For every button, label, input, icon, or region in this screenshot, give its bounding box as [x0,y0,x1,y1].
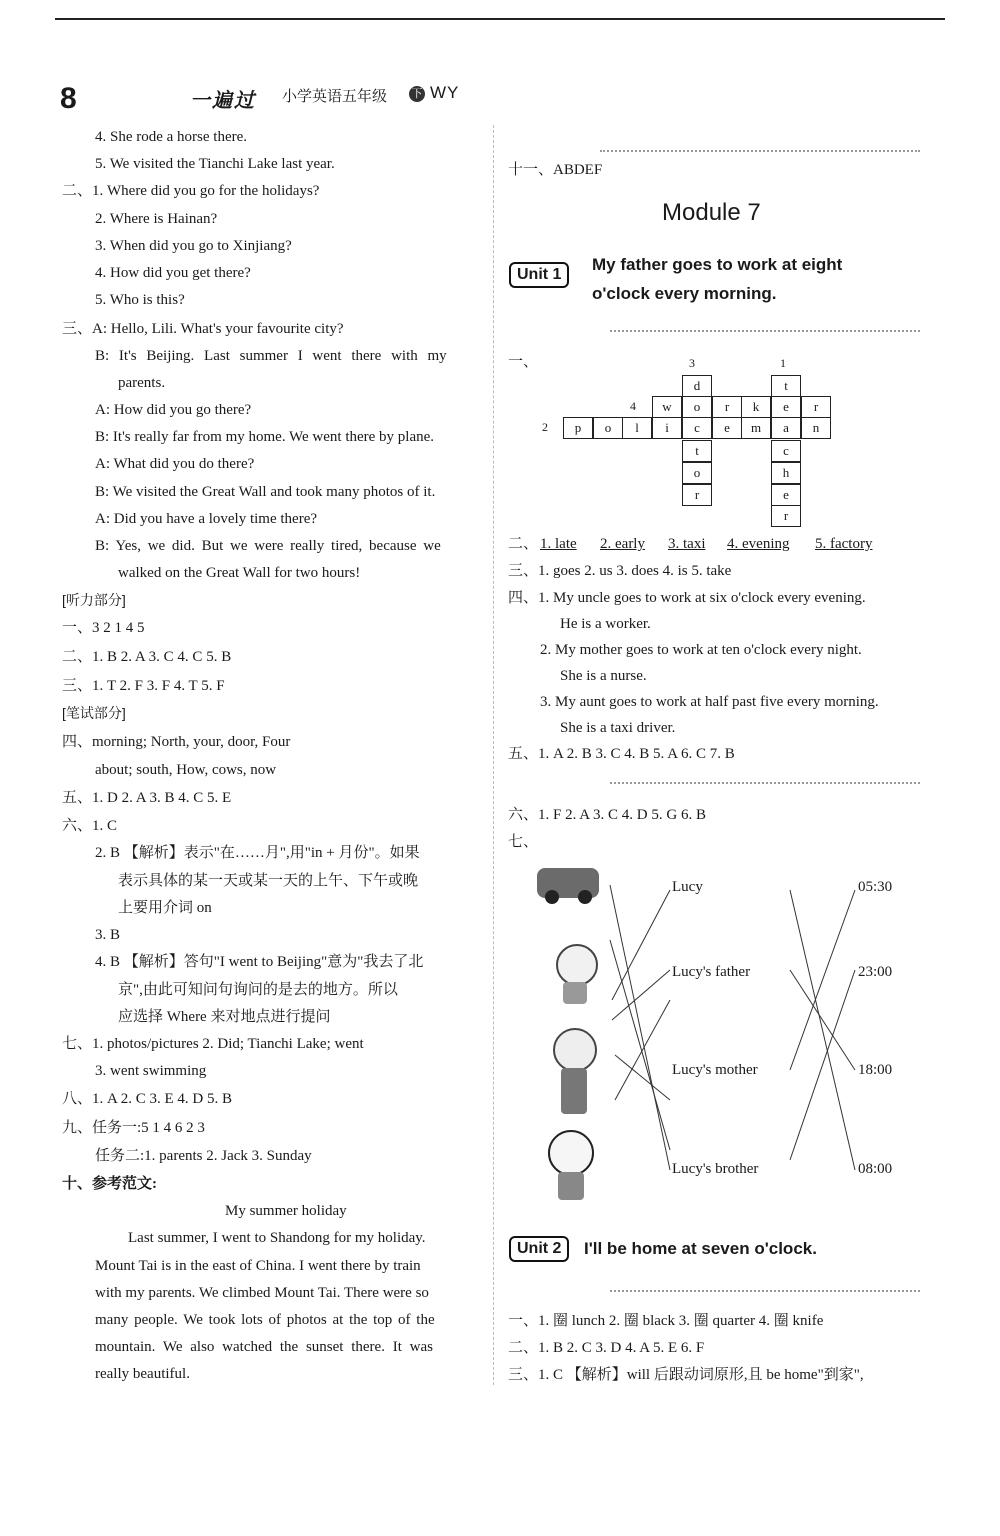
answer-line: 二、1. B 2. C 3. D 4. A 5. E 6. F [508,1340,705,1356]
dialogue-line: A: What did you do there? [95,456,255,472]
section-label: [笔试部分] [62,705,126,721]
dialogue-line: B: We visited the Great Wall and took many photos of it. [95,484,436,500]
dotted-rule [610,330,920,332]
answer-line: 六、1. C [62,818,118,834]
essay-line: Last summer, I went to Shandong for my holiday. [128,1230,426,1246]
answer-line: 十一、ABDEF [508,162,603,178]
brand-logo: 一遍过 [190,90,256,112]
unit-1-title-line2: o'clock every morning. [592,284,777,303]
answer-line: 一、1. 圈 lunch 2. 圈 black 3. 圈 quarter 4. 圈 knife [508,1313,824,1329]
dialogue-line: walked on the Great Wall for two hours! [118,565,361,581]
answer-line: 一、3 2 1 4 5 [62,620,145,636]
section-label: [听力部分] [62,592,126,608]
answer-line: 5. Who is this? [95,292,185,308]
girl-figure-body [563,982,587,1004]
match-name: Lucy's brother [672,1161,759,1177]
worker-figure [553,1028,597,1072]
dialogue-line: A: Did you have a lovely time there? [95,511,318,527]
crossword-cell: e [771,484,801,506]
crossword-cell: o [682,462,712,484]
answer-line: 2. My mother goes to work at ten o'clock every night. [540,642,862,658]
dialogue-line: B: Yes, we did. But we were really tired, because we [95,538,441,554]
crossword-cell: m [741,417,771,439]
car-wheel [545,890,559,904]
dotted-rule [600,150,920,152]
match-time: 08:00 [858,1161,893,1177]
answer-line: 3. My aunt goes to work at half past five every morning. [540,694,879,710]
unit-1-badge: Unit 1 [509,262,569,288]
answer-item: 3. taxi [668,536,706,552]
match-name: Lucy [672,879,703,895]
answer-line: 4. How did you get there? [95,265,251,281]
answer-line: about; south, How, cows, now [95,762,277,778]
match-time: 18:00 [858,1062,893,1078]
answer-line: 三、1. C 【解析】will 后跟动词原形,且 be home"到家", [508,1367,864,1383]
crossword-cell: p [563,417,593,439]
answer-item: 4. evening [727,536,790,552]
essay-title: My summer holiday [225,1203,347,1219]
crossword-cell: c [682,417,712,439]
module-title: Module 7 [662,199,761,226]
crossword-cell: r [771,505,801,527]
crossword-cell: r [801,396,831,418]
answer-line: 九、任务一:5 1 4 6 2 3 [62,1120,205,1136]
dialogue-line: 三、A: Hello, Lili. What's your favourite city? [62,321,344,337]
answer-label: 七、 [508,834,539,850]
crossword-cell: e [771,396,801,418]
clue-number: 1 [780,356,786,370]
crossword-cell: o [593,417,623,439]
explanation-line: 京",由此可知问句询问的是去的地方。所以 [118,982,398,998]
girl-figure [556,944,598,986]
answer-line: 二、1. Where did you go for the holidays? [62,183,320,199]
answer-line: 八、1. A 2. C 3. E 4. D 5. B [62,1091,233,1107]
clue-number: 2 [542,420,548,434]
crossword-cell: i [652,417,682,439]
answer-item: 2. early [600,536,645,552]
answer-line: 七、1. photos/pictures 2. Did; Tianchi Lake; went [62,1036,364,1052]
dialogue-line: A: How did you go there? [95,402,252,418]
edition-code: WY [430,83,460,102]
answer-line: 3. went swimming [95,1063,207,1079]
answer-line: 4. She rode a horse there. [95,129,248,145]
crossword-cell: l [622,417,652,439]
match-name: Lucy's father [672,964,751,980]
answer-line: 3. When did you go to Xinjiang? [95,238,292,254]
answer-line: He is a worker. [560,616,651,632]
match-time: 05:30 [858,879,893,895]
clue-number: 3 [689,356,695,370]
dialogue-line: parents. [118,375,166,391]
crossword-cell: c [771,440,801,462]
dotted-rule [610,782,920,784]
answer-line: 任务二:1. parents 2. Jack 3. Sunday [95,1148,312,1164]
unit-2-badge: Unit 2 [509,1236,569,1262]
answer-line: 2. Where is Hainan? [95,211,218,227]
answer-line: 二、1. B 2. A 3. C 4. C 5. B [62,649,232,665]
car-wheel [578,890,592,904]
crossword-cell: h [771,462,801,484]
explanation-line: 2. B 【解析】表示"在……月",用"in + 月份"。如果 [95,845,420,861]
essay-line: Mount Tai is in the east of China. I went there by train [95,1258,421,1274]
crossword-cell: r [712,396,742,418]
essay-line: really beautiful. [95,1366,190,1382]
boy-figure-body [558,1172,584,1200]
explanation-line: 表示具体的某一天或某一天的上午、下午或晚 [118,873,419,889]
essay-line: with my parents. We climbed Mount Tai. There were so [95,1285,429,1301]
dialogue-line: B: It's Beijing. Last summer I went there with my [95,348,447,364]
crossword-cell: k [741,396,771,418]
answer-line: 三、1. T 2. F 3. F 4. T 5. F [62,678,225,694]
answer-line: She is a taxi driver. [560,720,676,736]
match-name: Lucy's mother [672,1062,758,1078]
dotted-rule [610,1290,920,1292]
answer-label: 二、 [508,536,539,552]
boy-figure [548,1130,594,1176]
worker-figure-body [561,1068,587,1114]
answer-line: 四、morning; North, your, door, Four [62,734,291,750]
crossword-label: 一、 [508,354,539,370]
answer-line: 五、1. A 2. B 3. C 4. B 5. A 6. C 7. B [508,746,735,762]
crossword-cell: d [682,375,712,397]
edition-badge: 下 [409,86,425,102]
crossword-cell: a [771,417,801,439]
answer-line: 十、参考范文: [62,1176,157,1192]
book-subtitle: 小学英语五年级 [282,88,388,105]
answer-line: 六、1. F 2. A 3. C 4. D 5. G 6. B [508,807,706,823]
crossword-cell: t [682,440,712,462]
answer-line: She is a nurse. [560,668,647,684]
answer-line: 五、1. D 2. A 3. B 4. C 5. E [62,790,232,806]
crossword-cell: r [682,484,712,506]
answer-line: 三、1. goes 2. us 3. does 4. is 5. take [508,563,732,579]
crossword-cell: w [652,396,682,418]
answer-line: 3. B [95,927,121,943]
match-time: 23:00 [858,964,893,980]
crossword-cell: o [682,396,712,418]
answer-item: 5. factory [815,536,873,552]
essay-line: mountain. We also watched the sunset there. It was [95,1339,433,1355]
answer-line: 四、1. My uncle goes to work at six o'clock every evening. [508,590,866,606]
explanation-line: 应选择 Where 来对地点进行提问 [118,1009,331,1025]
answer-line: 5. We visited the Tianchi Lake last year. [95,156,335,172]
crossword-cell: e [712,417,742,439]
answer-item: 1. late [540,536,577,552]
unit-2-title: I'll be home at seven o'clock. [584,1239,817,1258]
crossword-cell: n [801,417,831,439]
dialogue-line: B: It's really far from my home. We went there by plane. [95,429,435,445]
explanation-line: 上要用介词 on [118,900,212,916]
explanation-line: 4. B 【解析】答句"I went to Beijing"意为"我去了北 [95,954,424,970]
page-number: 8 [60,82,77,115]
clue-number: 4 [630,399,636,413]
essay-line: many people. We took lots of photos at the top of the [95,1312,435,1328]
crossword-cell: t [771,375,801,397]
column-divider [493,125,494,1385]
unit-1-title-line1: My father goes to work at eight [592,255,843,274]
header-rule [55,18,945,20]
